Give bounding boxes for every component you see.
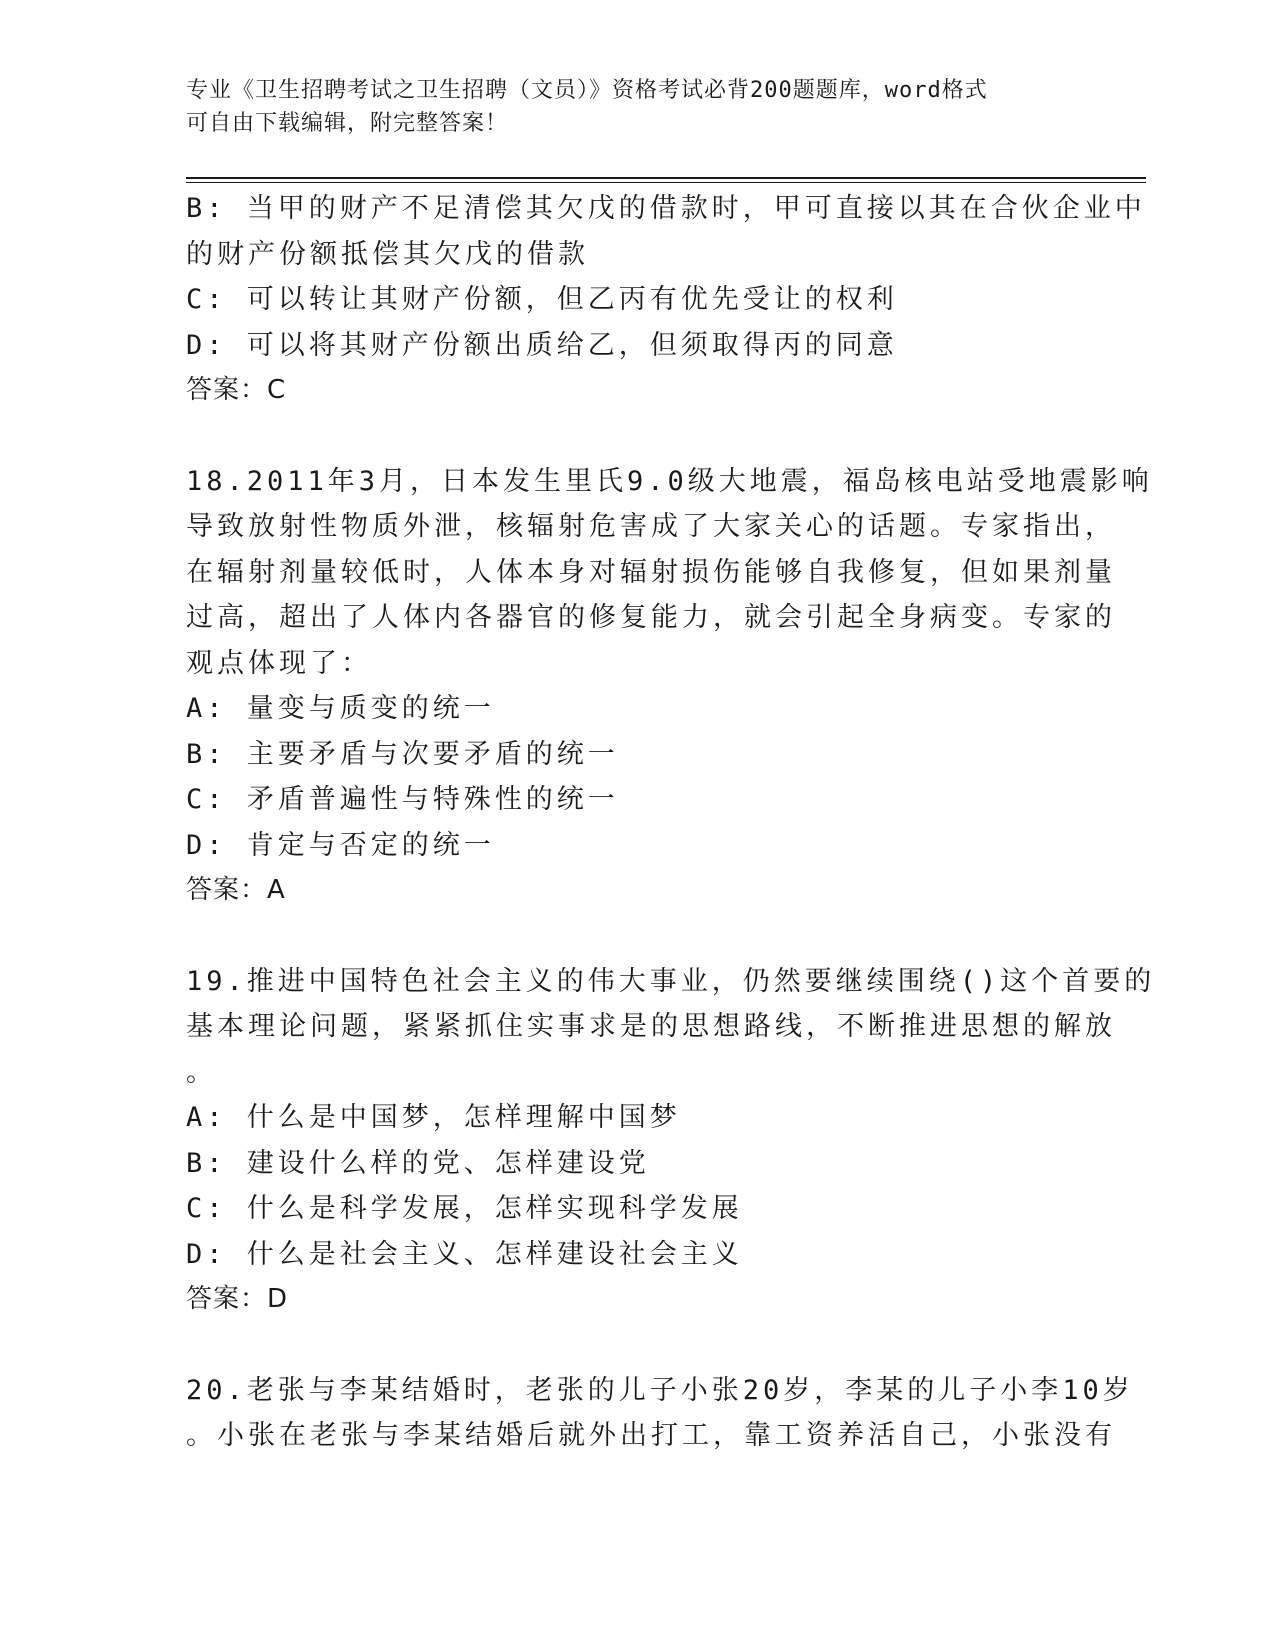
question-19 xyxy=(186,959,1156,1323)
page-header xyxy=(186,74,1066,140)
header-divider-thick xyxy=(186,177,1146,179)
question-stem-line: 过高，超出了人体内各器官的修复能力，就会引起全身病变。专家的 xyxy=(186,602,1116,633)
question-stem-line: 。小张在老张与李某结婚后就外出打工，靠工资养活自己，小张没有 xyxy=(186,1420,1116,1451)
option-b-line-2: 的财产份额抵偿其欠戊的借款 xyxy=(186,238,589,270)
option-b: B: 主要矛盾与次要矛盾的统一 xyxy=(186,738,619,770)
question-18 xyxy=(186,459,1153,914)
question-stem-line: 观点体现了： xyxy=(186,647,372,679)
option-a: A: 什么是中国梦，怎样理解中国梦 xyxy=(186,1102,681,1133)
answer-line: 答案：A xyxy=(186,875,286,905)
answer-line: 答案：D xyxy=(186,1284,289,1314)
option-c: C: 矛盾普遍性与特殊性的统一 xyxy=(186,784,619,815)
option-c: C: 可以转让其财产份额，但乙丙有优先受让的权利 xyxy=(186,284,898,315)
question-stem-line: 20.老张与李某结婚时，老张的儿子小张20岁，李某的儿子小李10岁 xyxy=(186,1374,1134,1406)
question-gap xyxy=(186,914,1086,959)
option-b: B: 建设什么样的党、怎样建设党 xyxy=(186,1147,650,1179)
answer-line: 答案：C xyxy=(186,375,287,405)
question-stem-line: 。 xyxy=(186,1056,217,1088)
question-list xyxy=(186,186,1156,1459)
option-d: D: 可以将其财产份额出质给乙，但须取得丙的同意 xyxy=(186,329,898,361)
question-gap xyxy=(186,414,1086,459)
option-b-line-1: B: 当甲的财产不足清偿其欠戊的借款时，甲可直接以其在合伙企业中 xyxy=(186,193,1146,224)
option-d: D: 什么是社会主义、怎样建设社会主义 xyxy=(186,1238,743,1270)
question-stem-line: 18.2011年3月，日本发生里氏9.0级大地震，福岛核电站受地震影响 xyxy=(186,465,1153,497)
header-divider-thin xyxy=(186,182,1146,183)
question-stem-line: 19.推进中国特色社会主义的伟大事业，仍然要继续围绕()这个首要的 xyxy=(186,965,1156,997)
question-17 xyxy=(186,186,1146,414)
question-gap xyxy=(186,1323,1086,1368)
option-d: D: 肯定与否定的统一 xyxy=(186,829,495,861)
question-20 xyxy=(186,1368,1134,1459)
header-title-line-2: 可自由下载编辑，附完整答案！ xyxy=(186,111,509,136)
question-stem-line: 导致放射性物质外泄，核辐射危害成了大家关心的话题。专家指出， xyxy=(186,511,1116,542)
header-title-line-1: 专业《卫生招聘考试之卫生招聘（文员）》资格考试必背200题题库，word格式 xyxy=(186,78,988,103)
option-a: A: 量变与质变的统一 xyxy=(186,693,495,724)
question-stem-line: 在辐射剂量较低时，人体本身对辐射损伤能够自我修复，但如果剂量 xyxy=(186,556,1116,588)
option-c: C: 什么是科学发展，怎样实现科学发展 xyxy=(186,1193,743,1224)
question-stem-line: 基本理论问题，紧紧抓住实事求是的思想路线，不断推进思想的解放 xyxy=(186,1011,1116,1042)
